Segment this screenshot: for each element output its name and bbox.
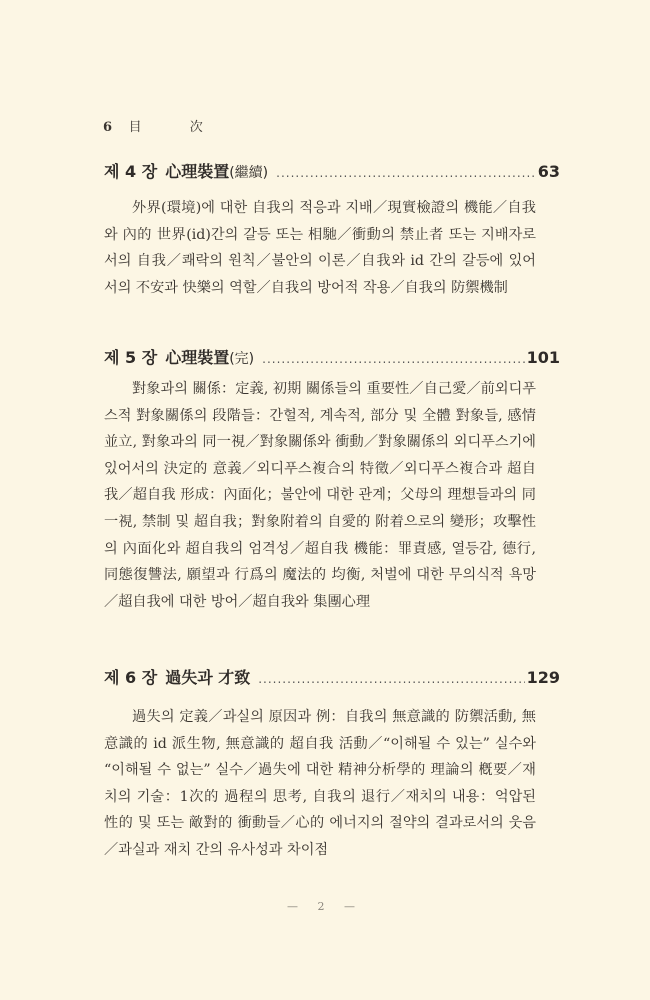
- chapter-title: 心理裝置: [165, 162, 230, 181]
- chapter-subtitle: (繼續): [229, 165, 269, 181]
- chapter-5-heading[interactable]: [104, 345, 560, 368]
- chapter-label: 제 5 장: [104, 348, 158, 367]
- running-head-title: 目 次: [128, 120, 225, 135]
- chapter-title: 心理裝置: [165, 348, 230, 367]
- chapter-title: 過失과 才致: [165, 668, 251, 687]
- chapter-label: 제 4 장: [104, 162, 158, 181]
- page-folio: — 2 —: [287, 900, 363, 913]
- leader-dots: [262, 352, 524, 366]
- chapter-4-heading[interactable]: [104, 159, 560, 182]
- chapter-page-number: 129: [526, 668, 560, 687]
- chapter-6-summary: 過失의 定義／과실의 原因과 例：自我의 無意識的 防禦活動, 無意識的 id 派生物, 無意識的 超自我 活動／“이해될 수 있는” 실수와 “이해될 수 없는” 실수／過失에 대한 精神分析學的 理論의 槪要／재치의 기술：1次的 過程의 思考, 自我의 退行／재치의 내용：억압된 性的 및 또는 敵對的 衝動들／心的 에너지의 절약의 결과로서의 웃음／과실과 재치 간의 유사성과 차이점: [104, 709, 536, 858]
- chapter-4-summary: 外界(環境)에 대한 自我의 적응과 지배／現實檢證의 機能／自我와 內的 世界(id)간의 갈등 또는 相馳／衝動의 禁止者 또는 지배자로서의 自我／쾌락의 원칙／불안의 이론／自我와 id 간의 갈등에 있어서의 不安과 快樂의 역할／自我의 방어적 작용／自我의 防禦機制: [104, 200, 536, 296]
- running-head-page-number: 6: [103, 120, 114, 135]
- leader-dots: [258, 672, 524, 686]
- running-head: [103, 116, 225, 135]
- chapter-page-number: 101: [526, 348, 560, 367]
- chapter-6-heading[interactable]: [104, 665, 560, 688]
- chapter-page-number: 63: [537, 162, 560, 181]
- chapter-subtitle: (完): [229, 351, 255, 367]
- chapter-5-summary: 對象과의 關係：定義, 初期 關係들의 重要性／自己愛／前외디푸스적 對象關係의 段階들：간헐적, 계속적, 部分 및 全體 對象들, 感情並立, 對象과의 同一視／對象關係와 衝動／對象關係의 외디푸스기에 있어서의 決定的 意義／외디푸스複合의 特徵／외디푸스複合과 超自我／超自我 形成：內面化；불안에 대한 관계；父母의 理想들과의 同一視, 禁制 및 超自我；對象附着의 自愛的 附着으로의 變形；攻擊性의 內面化와 超自我의 엄격성／超自我 機能：罪責感, 열등감, 德行, 同態復讐法, 願望과 行爲의 魔法的 均衡, 처벌에 대한 무의식적 욕망／超自我에 대한 방어／超自我와 集團心理: [104, 381, 536, 610]
- leader-dots: [276, 166, 536, 180]
- chapter-label: 제 6 장: [104, 668, 158, 687]
